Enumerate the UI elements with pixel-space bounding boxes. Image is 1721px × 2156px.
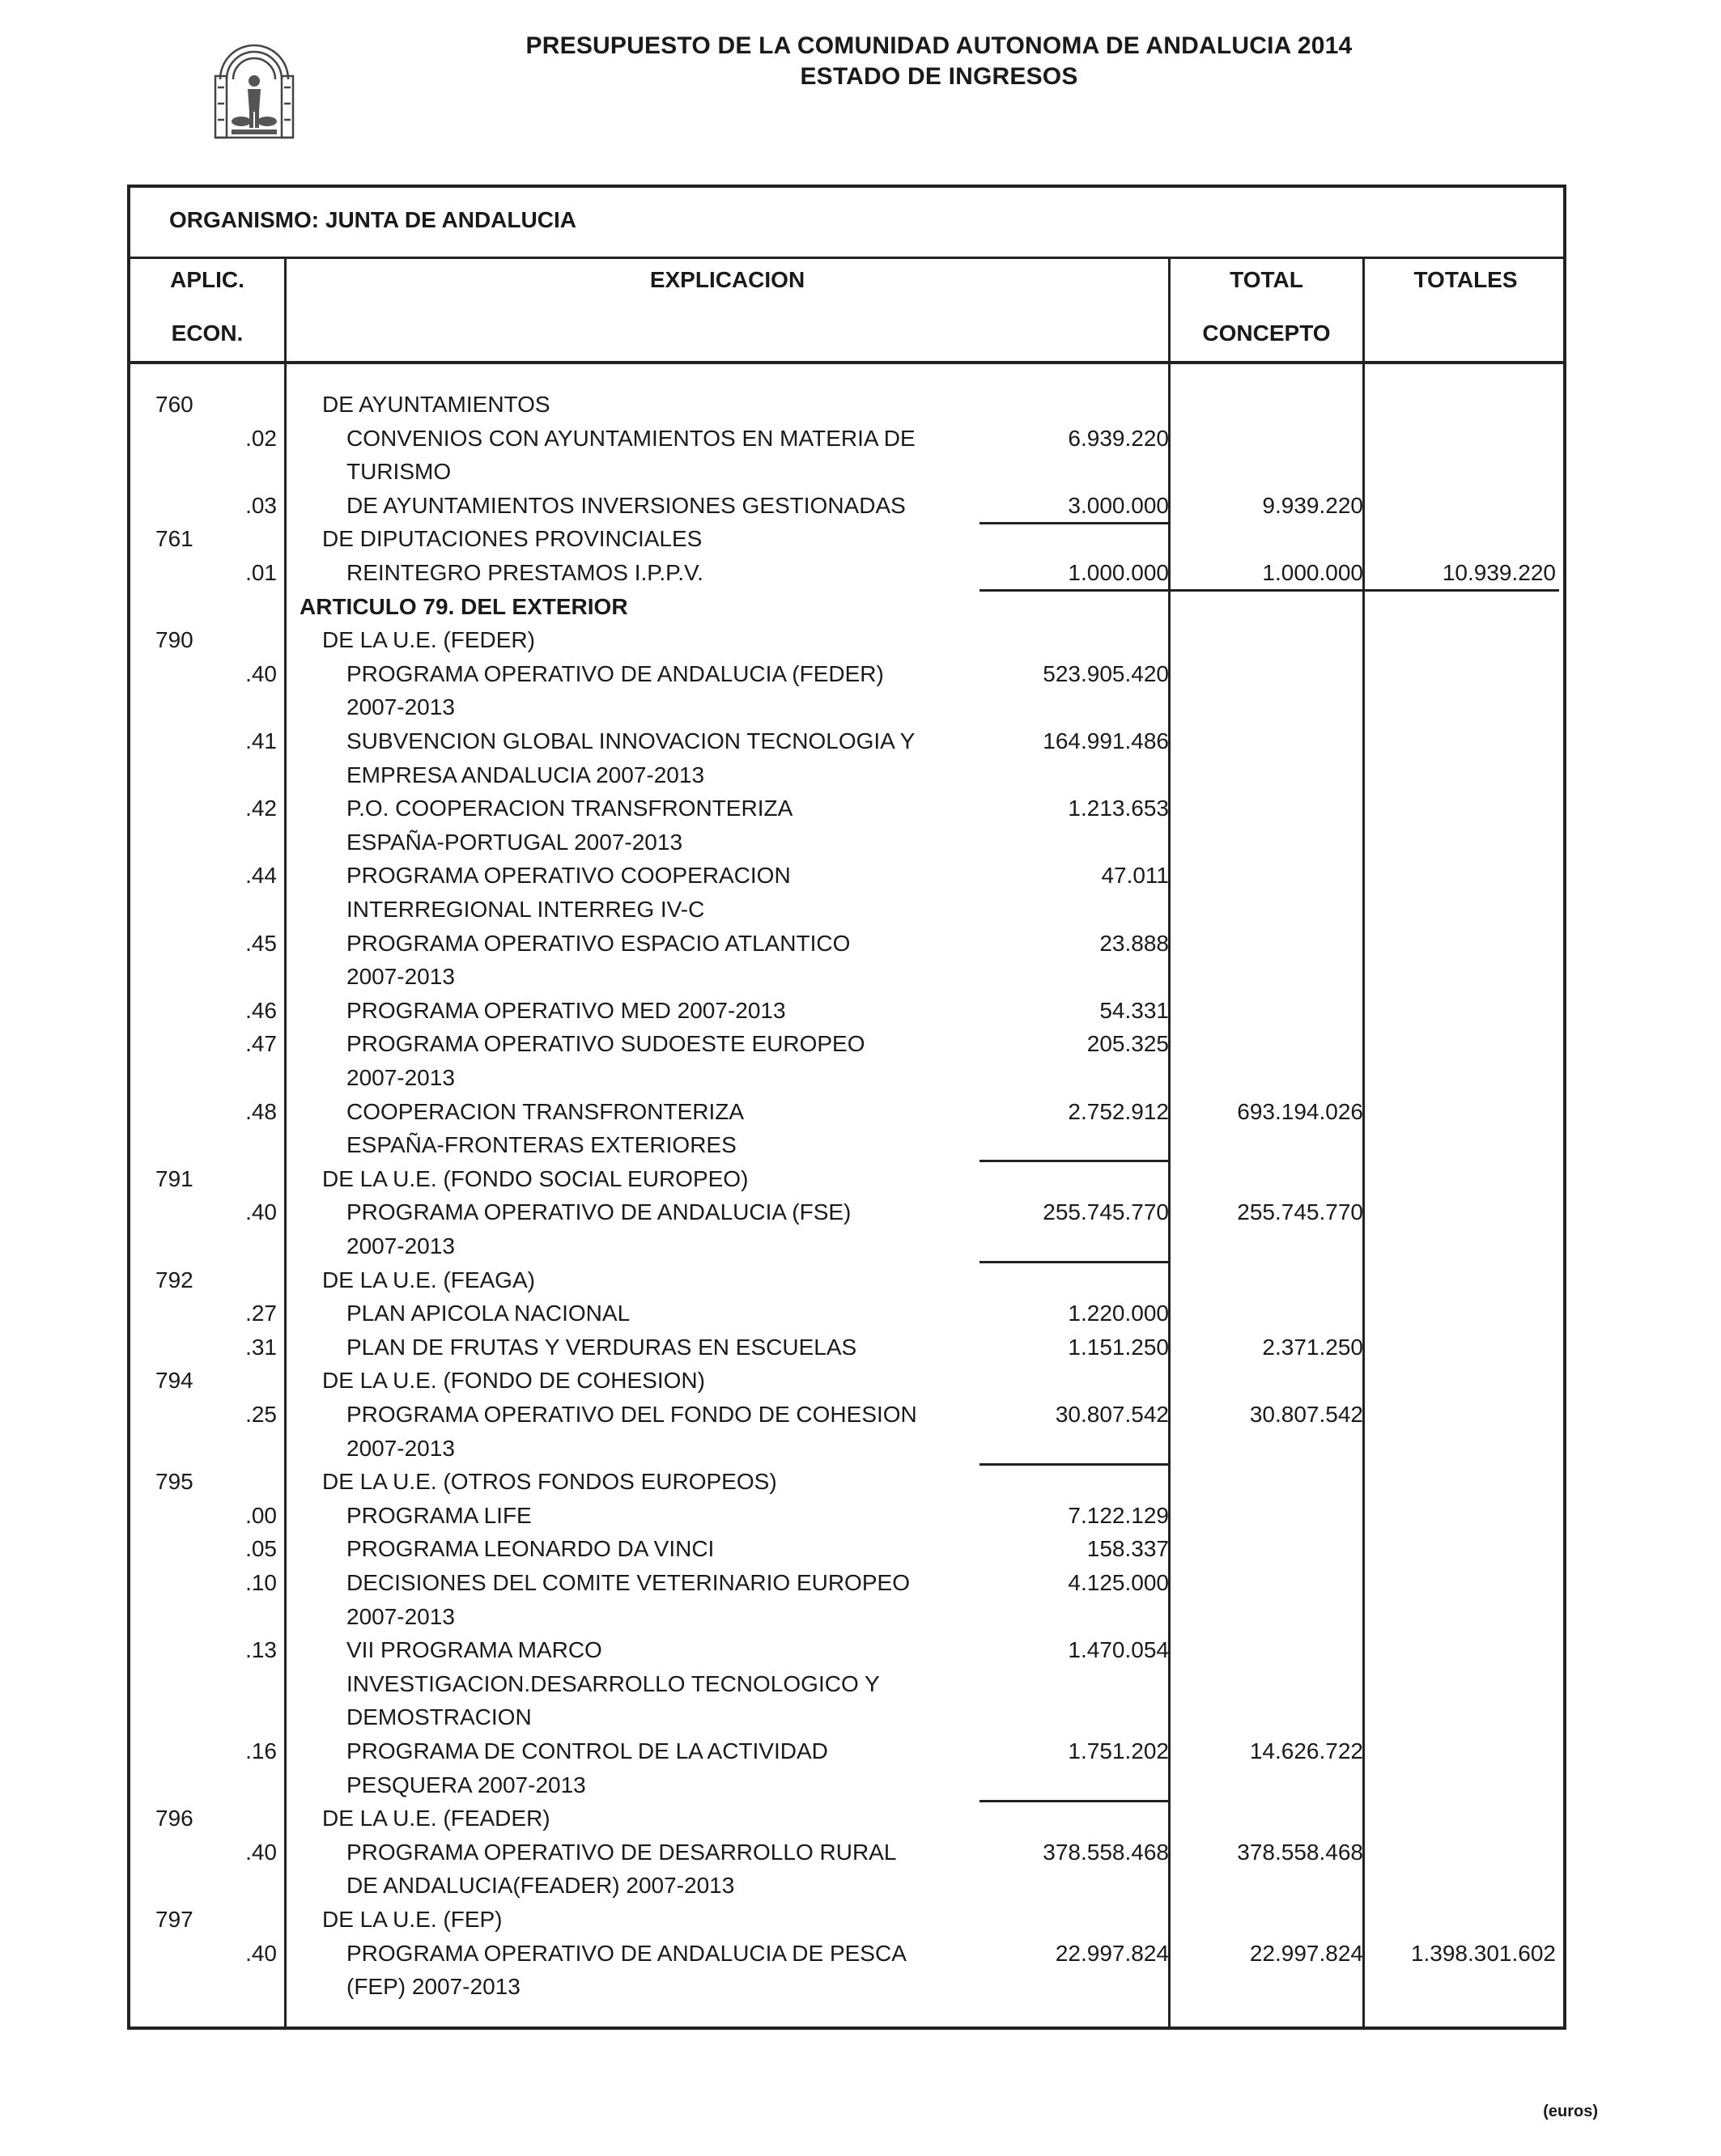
table-row: [0, 1802, 1721, 1835]
row-subcode: .01: [245, 560, 277, 585]
row-description: DE LA U.E. (FEAGA): [322, 1267, 535, 1292]
row-description: PROGRAMA OPERATIVO DE ANDALUCIA (FSE): [346, 1199, 852, 1225]
document-title: [405, 31, 1473, 92]
row-description-continued: TURISMO: [346, 459, 452, 485]
row-description: DE DIPUTACIONES PROVINCIALES: [322, 526, 703, 552]
table-row: [0, 826, 1721, 859]
table-row: [0, 1567, 1721, 1599]
row-code: 792: [155, 1267, 193, 1292]
row-amount: 30.807.542: [1055, 1402, 1169, 1427]
subtotal-rule: [979, 1160, 1171, 1162]
table-row: [0, 759, 1721, 792]
row-description-continued: 2007-2013: [346, 964, 455, 990]
row-description: PLAN APICOLA NACIONAL: [346, 1301, 631, 1326]
subtotal-rule: [979, 1261, 1171, 1263]
table-row: [0, 1432, 1721, 1465]
row-description: PROGRAMA OPERATIVO DE ANDALUCIA (FEDER): [346, 660, 884, 686]
row-subcode: .16: [245, 1738, 277, 1763]
subtotal-rule: [1365, 589, 1559, 592]
table-row: [0, 859, 1721, 892]
row-description: PROGRAMA OPERATIVO COOPERACION: [346, 863, 791, 889]
table-row: [0, 1735, 1721, 1768]
row-description: PROGRAMA OPERATIVO DEL FONDO DE COHESION: [346, 1402, 917, 1427]
organismo-label: ORGANISMO: JUNTA DE ANDALUCIA: [169, 207, 576, 232]
table-row: [0, 1601, 1721, 1633]
row-description: PROGRAMA OPERATIVO DE ANDALUCIA DE PESCA: [346, 1940, 907, 1966]
row-amount: 23.888: [1099, 930, 1169, 956]
table-row: [0, 1364, 1721, 1397]
subtotal-rule: [979, 522, 1171, 524]
row-subcode: .31: [245, 1334, 277, 1360]
row-total-concepto: 2.371.250: [1262, 1334, 1363, 1360]
row-subcode: .02: [245, 425, 277, 451]
table-row: [0, 961, 1721, 993]
row-description: DE LA U.E. (FEDER): [322, 627, 535, 653]
organismo-row: [130, 188, 1563, 259]
column-header-total: TOTAL: [1230, 267, 1303, 292]
row-description: DE AYUNTAMIENTOS INVERSIONES GESTIONADAS: [346, 492, 906, 518]
row-subcode: .40: [245, 1940, 277, 1966]
column-header-aplic: APLIC.: [170, 267, 244, 292]
row-code: 791: [155, 1165, 193, 1191]
row-description-continued: INTERREGIONAL INTERREG IV-C: [346, 897, 705, 922]
table-row: [0, 1668, 1721, 1700]
row-description: PROGRAMA OPERATIVO ESPACIO ATLANTICO: [346, 930, 851, 956]
row-code: 794: [155, 1368, 193, 1394]
title-line-1: PRESUPUESTO DE LA COMUNIDAD AUTONOMA DE ANDALUCIA 2014: [525, 32, 1353, 59]
row-description-continued: 2007-2013: [346, 694, 455, 720]
row-amount: 2.752.912: [1068, 1098, 1169, 1124]
row-totales: 10.939.220: [1442, 560, 1556, 585]
row-code: 796: [155, 1806, 193, 1831]
row-total-concepto: 378.558.468: [1237, 1839, 1363, 1865]
row-description: PROGRAMA LIFE: [346, 1502, 532, 1528]
row-code: 790: [155, 627, 193, 653]
subtotal-rule: [979, 1463, 1171, 1466]
row-subcode: .05: [245, 1536, 277, 1562]
table-row: [0, 456, 1721, 488]
table-row: [0, 792, 1721, 825]
table-row: [0, 1634, 1721, 1666]
row-subcode: .45: [245, 930, 277, 956]
row-subcode: .40: [245, 1199, 277, 1225]
row-description: COOPERACION TRANSFRONTERIZA: [346, 1098, 745, 1124]
row-total-concepto: 9.939.220: [1262, 492, 1363, 518]
column-header-totales: TOTALES: [1413, 267, 1518, 292]
row-subcode: .03: [245, 492, 277, 518]
row-description-continued: 2007-2013: [346, 1233, 455, 1258]
table-row: [0, 995, 1721, 1027]
row-amount: 378.558.468: [1043, 1839, 1169, 1865]
row-code: 761: [155, 526, 193, 552]
units-note: (euros): [1543, 2103, 1598, 2120]
row-subcode: .46: [245, 997, 277, 1023]
row-subcode: .00: [245, 1502, 277, 1528]
table-row: [0, 1870, 1721, 1902]
table-row: [0, 1028, 1721, 1060]
row-amount: 205.325: [1086, 1031, 1169, 1057]
row-description: DE LA U.E. (FEP): [322, 1907, 503, 1932]
column-header-concepto: CONCEPTO: [1202, 320, 1331, 346]
row-description: DE LA U.E. (FONDO SOCIAL EUROPEO): [322, 1165, 749, 1191]
row-description: PLAN DE FRUTAS Y VERDURAS EN ESCUELAS: [346, 1334, 857, 1360]
table-row: [0, 624, 1721, 656]
row-amount: 22.997.824: [1055, 1940, 1169, 1966]
row-total-concepto: 255.745.770: [1237, 1199, 1363, 1225]
table-row: [0, 422, 1721, 455]
row-description: PROGRAMA OPERATIVO SUDOESTE EUROPEO: [346, 1031, 865, 1057]
row-description-continued: DEMOSTRACION: [346, 1704, 532, 1730]
row-amount: 47.011: [1101, 863, 1169, 889]
row-amount: 158.337: [1086, 1536, 1169, 1562]
row-amount: 164.991.486: [1043, 728, 1169, 753]
row-description: PROGRAMA OPERATIVO MED 2007-2013: [346, 997, 786, 1023]
row-total-concepto: 30.807.542: [1249, 1402, 1363, 1427]
row-description-continued: EMPRESA ANDALUCIA 2007-2013: [346, 762, 705, 787]
table-row: [0, 1466, 1721, 1498]
table-row: [0, 927, 1721, 960]
row-amount: 1.751.202: [1068, 1738, 1169, 1763]
column-header-econ: ECON.: [171, 320, 244, 346]
row-subcode: .25: [245, 1402, 277, 1427]
header-divider: [130, 361, 1563, 364]
table-row: [0, 1230, 1721, 1263]
row-amount: 1.151.250: [1068, 1334, 1169, 1360]
row-description-continued: 2007-2013: [346, 1603, 455, 1629]
row-description: PROGRAMA OPERATIVO DE DESARROLLO RURAL: [346, 1839, 897, 1865]
subtotal-rule: [979, 1800, 1171, 1802]
title-line-2: ESTADO DE INGRESOS: [800, 63, 1078, 90]
row-description: DECISIONES DEL COMITE VETERINARIO EUROPEO: [346, 1570, 910, 1595]
row-description: CONVENIOS CON AYUNTAMIENTOS EN MATERIA DE: [346, 425, 916, 451]
table-row: [0, 557, 1721, 589]
table-row: [0, 1264, 1721, 1297]
column-header-explicacion: EXPLICACION: [649, 267, 805, 292]
row-subcode: .41: [245, 728, 277, 753]
table-row: [0, 1971, 1721, 2003]
table-row: [0, 1533, 1721, 1565]
row-subcode: .42: [245, 796, 277, 821]
junta-andalucia-logo-icon: [209, 31, 300, 142]
table-row: [0, 591, 1721, 623]
row-description: SUBVENCION GLOBAL INNOVACION TECNOLOGIA Y: [346, 728, 916, 753]
table-row: [0, 523, 1721, 555]
row-description-continued: PESQUERA 2007-2013: [346, 1772, 586, 1797]
row-subcode: .13: [245, 1637, 277, 1663]
row-amount: 1.470.054: [1068, 1637, 1169, 1663]
row-subcode: .27: [245, 1301, 277, 1326]
row-total-concepto: 1.000.000: [1262, 560, 1363, 585]
row-amount: 1.000.000: [1068, 560, 1169, 585]
table-row: [0, 1096, 1721, 1128]
row-amount: 523.905.420: [1043, 660, 1169, 686]
row-description-continued: 2007-2013: [346, 1065, 455, 1090]
table-row: [0, 1500, 1721, 1532]
table-row: [0, 1903, 1721, 1936]
row-code: 795: [155, 1469, 193, 1495]
row-description: DE LA U.E. (FEADER): [322, 1806, 550, 1831]
row-amount: 54.331: [1099, 997, 1169, 1023]
row-description-continued: DE ANDALUCIA(FEADER) 2007-2013: [346, 1873, 735, 1899]
row-total-concepto: 693.194.026: [1237, 1098, 1363, 1124]
row-subcode: .47: [245, 1031, 277, 1057]
row-description-continued: ESPAÑA-PORTUGAL 2007-2013: [346, 829, 683, 855]
table-row: [0, 1331, 1721, 1364]
row-description-continued: INVESTIGACION.DESARROLLO TECNOLOGICO Y: [346, 1670, 880, 1696]
row-subcode: .44: [245, 863, 277, 889]
row-amount: 7.122.129: [1068, 1502, 1169, 1528]
row-description: REINTEGRO PRESTAMOS I.P.P.V.: [346, 560, 703, 585]
table-row: [0, 490, 1721, 522]
row-description: VII PROGRAMA MARCO: [346, 1637, 602, 1663]
table-row: [0, 1297, 1721, 1330]
row-code: 760: [155, 392, 193, 417]
row-subcode: .10: [245, 1570, 277, 1595]
row-description-continued: ESPAÑA-FRONTERAS EXTERIORES: [346, 1132, 737, 1158]
table-row: [0, 1398, 1721, 1431]
row-description-continued: 2007-2013: [346, 1435, 455, 1461]
row-subcode: .48: [245, 1098, 277, 1124]
row-description: P.O. COOPERACION TRANSFRONTERIZA: [346, 796, 793, 821]
row-amount: 1.220.000: [1068, 1301, 1169, 1326]
row-amount: 4.125.000: [1068, 1570, 1169, 1595]
row-totales: 1.398.301.602: [1410, 1940, 1556, 1966]
article-heading: ARTICULO 79. DEL EXTERIOR: [300, 593, 628, 619]
row-description: PROGRAMA DE CONTROL DE LA ACTIVIDAD: [346, 1738, 828, 1763]
row-amount: 255.745.770: [1043, 1199, 1169, 1225]
row-amount: 1.213.653: [1068, 796, 1169, 821]
row-description-continued: (FEP) 2007-2013: [346, 1974, 521, 2000]
row-description: DE AYUNTAMIENTOS: [322, 392, 550, 417]
row-description: DE LA U.E. (FONDO DE COHESION): [322, 1368, 705, 1394]
row-amount: 3.000.000: [1068, 492, 1169, 518]
row-subcode: .40: [245, 660, 277, 686]
table-row: [0, 725, 1721, 758]
table-row: [0, 1937, 1721, 1970]
row-code: 797: [155, 1907, 193, 1932]
table-row: [0, 1163, 1721, 1195]
table-row: [0, 388, 1721, 421]
row-total-concepto: 22.997.824: [1249, 1940, 1363, 1966]
table-row: [0, 1701, 1721, 1734]
table-row: [0, 1836, 1721, 1869]
row-description: PROGRAMA LEONARDO DA VINCI: [346, 1536, 715, 1562]
table-row: [0, 1129, 1721, 1161]
table-row: [0, 1062, 1721, 1094]
row-subcode: .40: [245, 1839, 277, 1865]
row-total-concepto: 14.626.722: [1249, 1738, 1363, 1763]
table-row: [0, 658, 1721, 690]
row-description: DE LA U.E. (OTROS FONDOS EUROPEOS): [322, 1469, 777, 1495]
table-row: [0, 1196, 1721, 1229]
table-row: [0, 1769, 1721, 1802]
table-row: [0, 893, 1721, 926]
row-amount: 6.939.220: [1068, 425, 1169, 451]
table-row: [0, 691, 1721, 724]
subtotal-rule: [979, 589, 1365, 592]
